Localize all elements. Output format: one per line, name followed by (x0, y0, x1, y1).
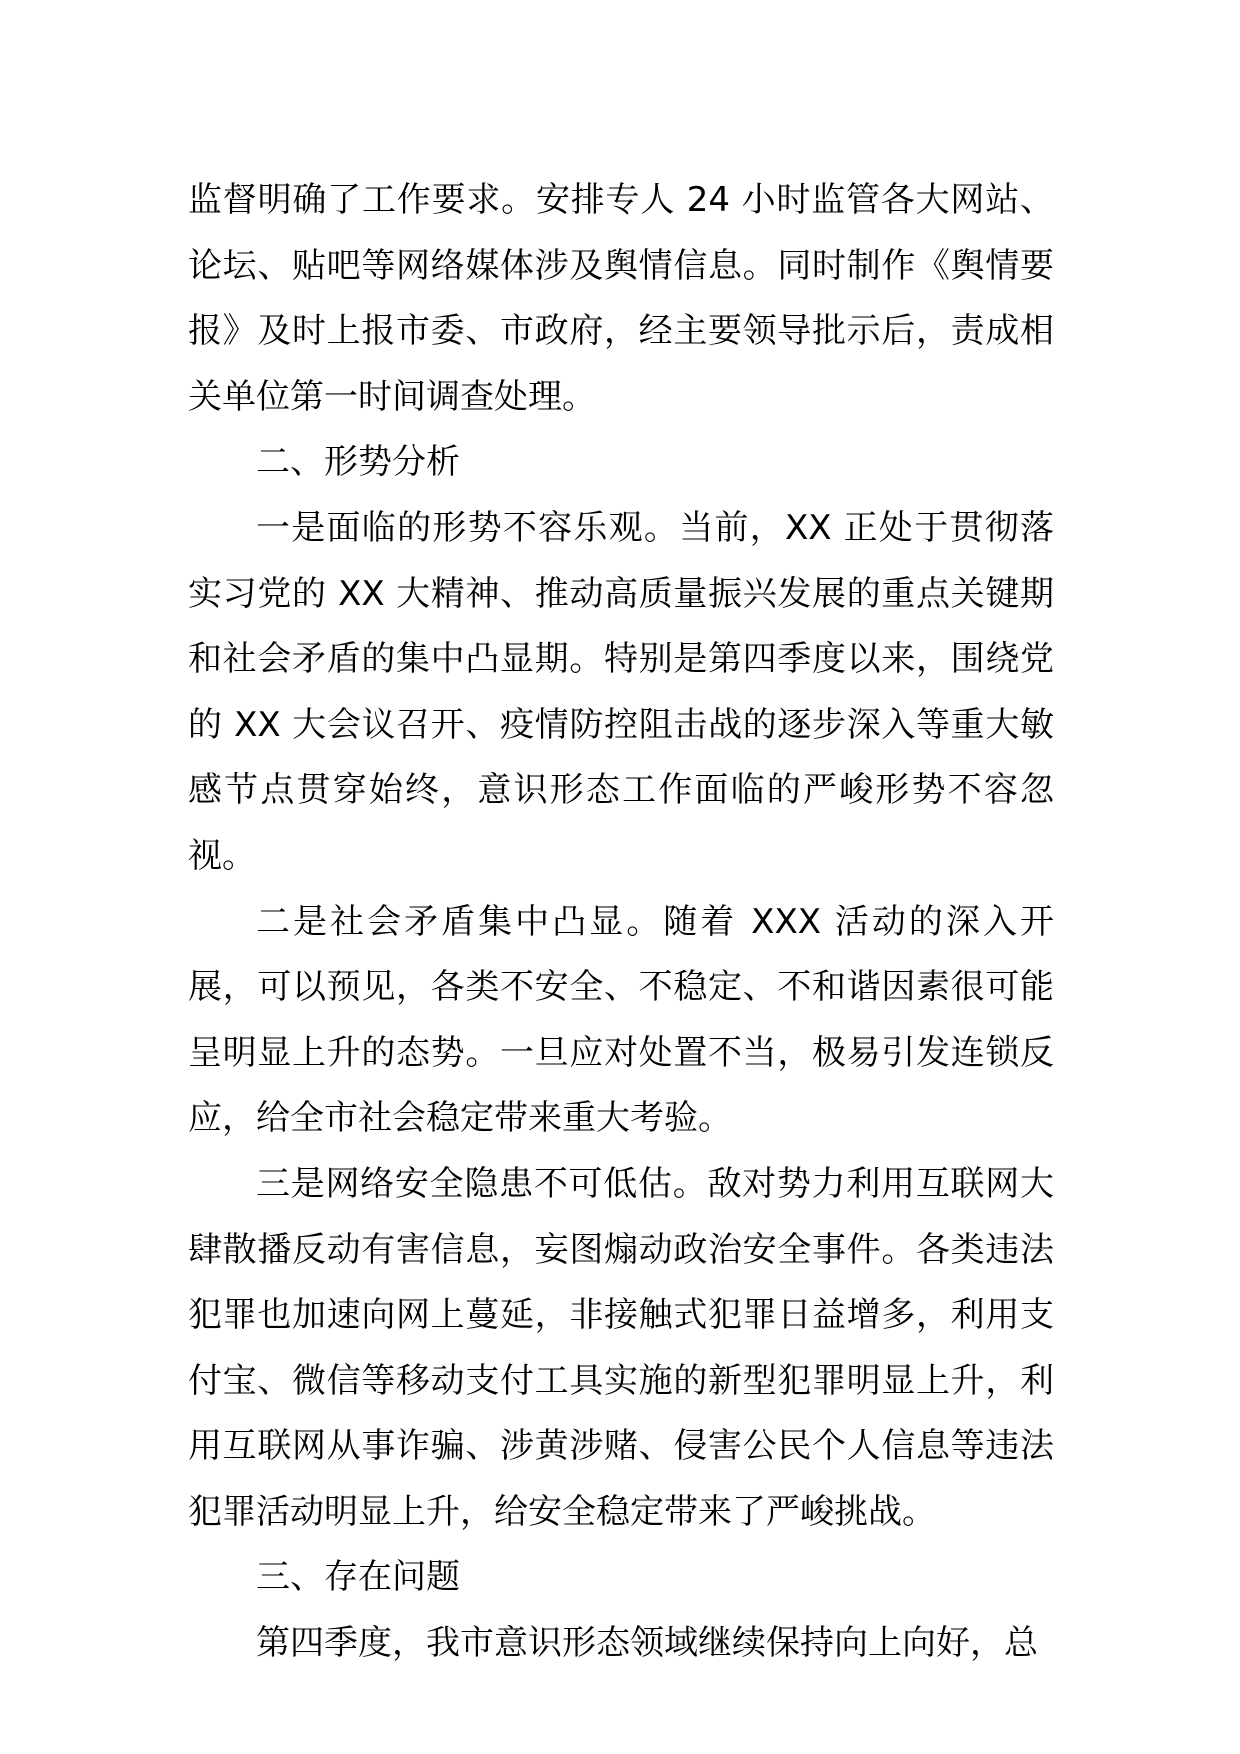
paragraph-point-2: 二是社会矛盾集中凸显。随着 XXX 活动的深入开展，可以预见，各类不安全、不稳定、不和谐因素很可能呈明显上升的态势。一旦应对处置不当，极易引发连锁反应，给全市社会稳定带来重大考验。 (188, 901, 1054, 1139)
paragraph-point-3: 三是网络安全隐患不可低估。敌对势力利用互联网大肆散播反动有害信息，妄图煽动政治安全事件。各类违法犯罪也加速向网上蔓延，非接触式犯罪日益增多，利用支付宝、微信等移动支付工具实施的新型犯罪明显上升，利用互联网从事诈骗、涉黄涉赌、侵害公民个人信息等违法犯罪活动明显上升，给安全稳定带来了严峻挑战。 (188, 1163, 1054, 1532)
document-body (188, 168, 1054, 1677)
paragraph-summary: 第四季度，我市意识形态领域继续保持向上向好，总 (256, 1623, 1038, 1664)
section-heading-existing-problems: 三、存在问题 (256, 1557, 460, 1598)
paragraph-continuation: 监督明确了工作要求。安排专人 24 小时监管各大网站、论坛、贴吧等网络媒体涉及舆情信息。同时制作《舆情要报》及时上报市委、市政府，经主要领导批示后，责成相关单位第一时间调查处理。 (188, 180, 1054, 417)
paragraph-point-1: 一是面临的形势不容乐观。当前，XX 正处于贯彻落实习党的 XX 大精神、推动高质量振兴发展的重点关键期和社会矛盾的集中凸显期。特别是第四季度以来，围绕党的 XX 大会议召开、疫情防控阻击战的逐步深入等重大敏感节点贯穿始终，意识形态工作面临的严峻形势不容忽视。 (188, 507, 1054, 876)
section-heading-situation-analysis: 二、形势分析 (256, 442, 460, 483)
